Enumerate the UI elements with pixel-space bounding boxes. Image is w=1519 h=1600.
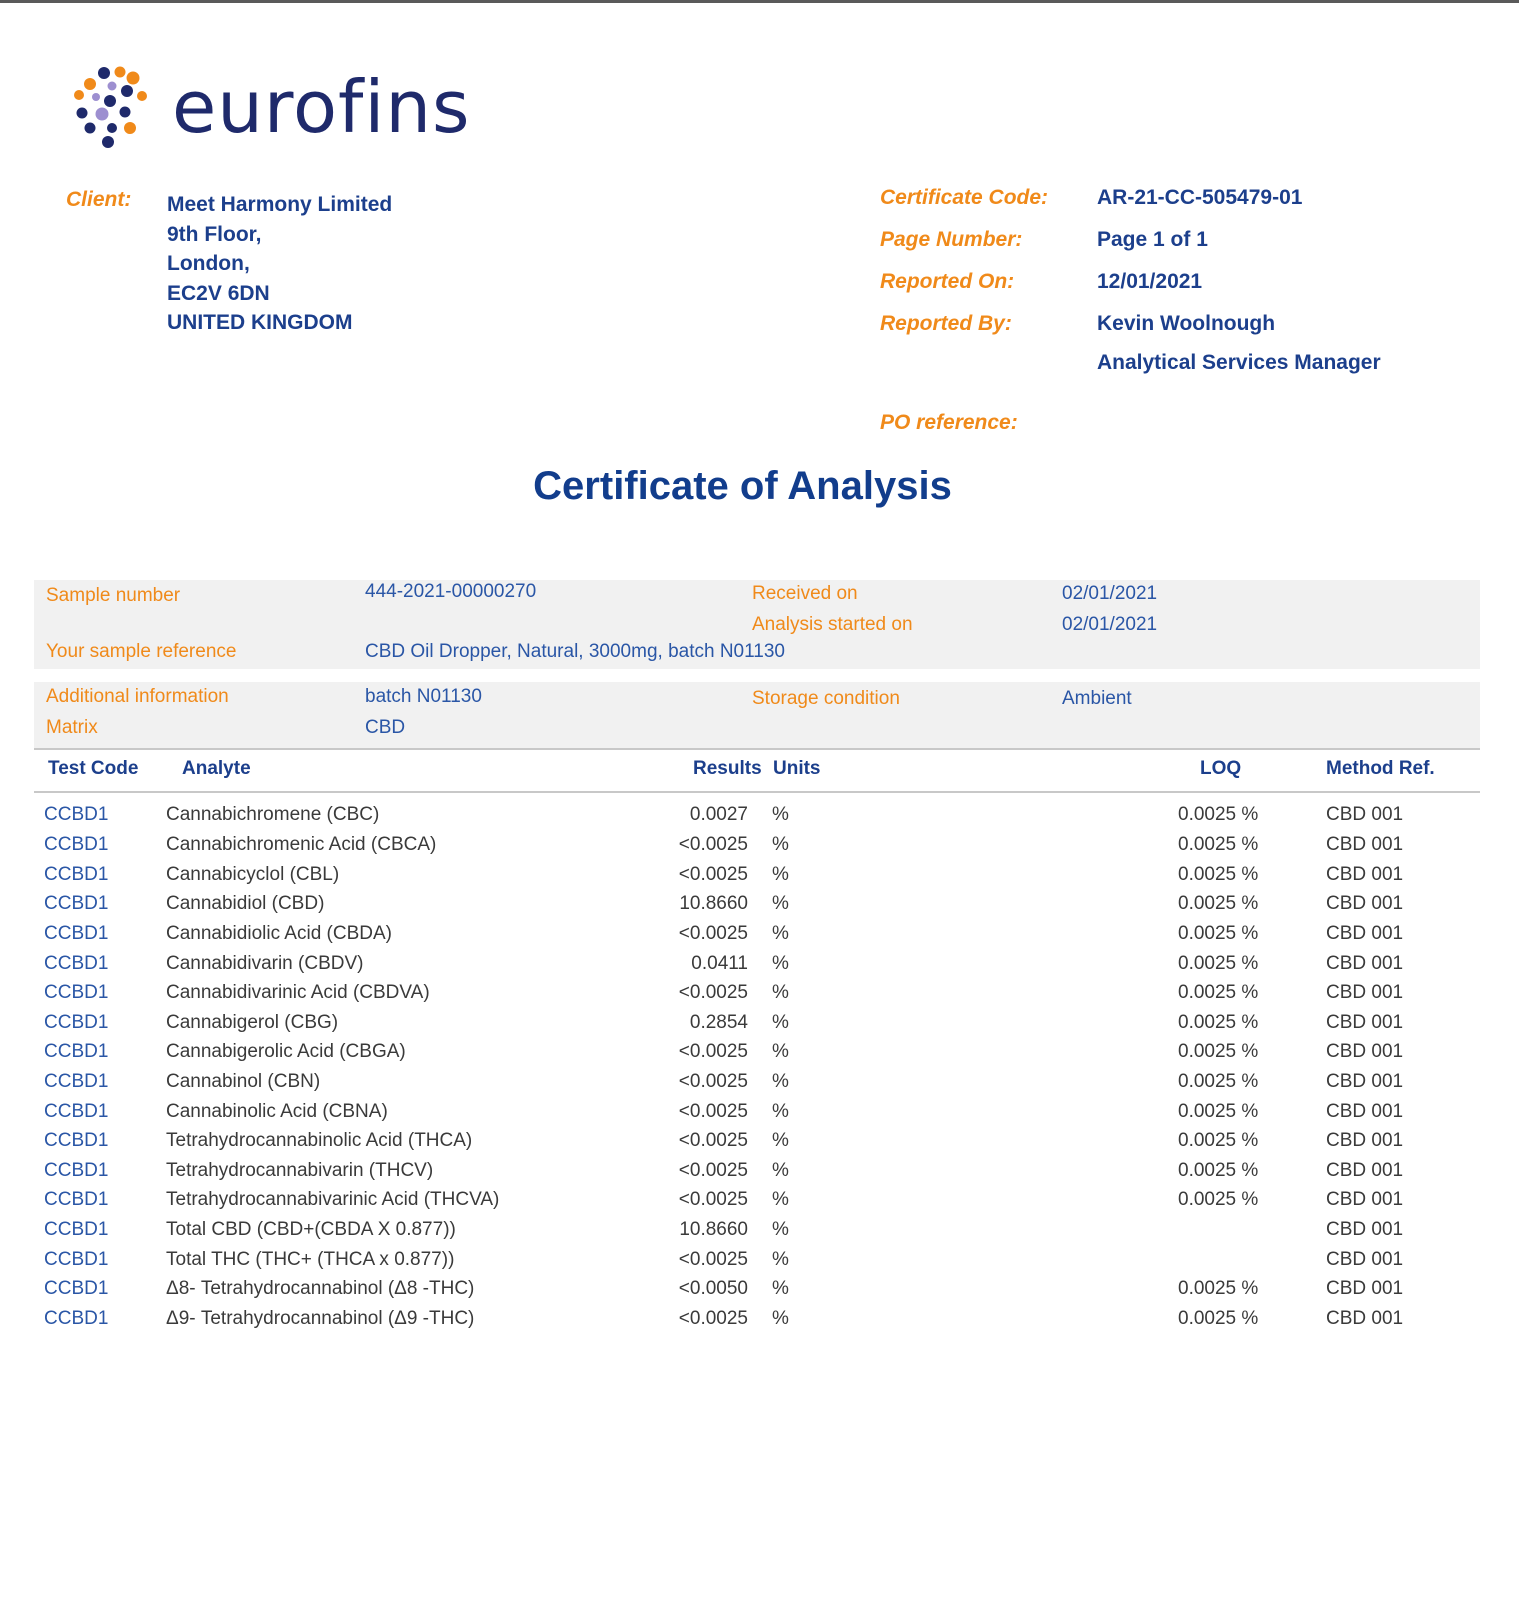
test-code: CCBD1 — [44, 893, 109, 914]
client-label: Client: — [66, 188, 132, 211]
test-code: CCBD1 — [44, 1219, 109, 1240]
analyte: Tetrahydrocannabinolic Acid (THCA) — [166, 1130, 473, 1151]
table-row — [34, 1160, 1480, 1190]
logo-wordmark: eurofins — [172, 65, 471, 149]
top-border — [0, 0, 1519, 3]
result: <0.0025 — [678, 1249, 748, 1270]
page-title: Certificate of Analysis — [533, 464, 952, 508]
unit: % — [772, 982, 789, 1003]
sample-info-box — [34, 580, 1480, 669]
unit: % — [772, 1278, 789, 1299]
result: 10.8660 — [679, 1219, 748, 1240]
method-ref: CBD 001 — [1326, 1219, 1404, 1240]
header-results: Results — [693, 758, 762, 779]
analyte: Tetrahydrocannabivarinic Acid (THCVA) — [166, 1189, 500, 1210]
unit: % — [772, 1012, 789, 1033]
client-address-line: 9th Floor, — [167, 222, 262, 246]
test-code: CCBD1 — [44, 923, 109, 944]
method-ref: CBD 001 — [1326, 1278, 1404, 1299]
analyte: Δ8- Tetrahydrocannabinol (Δ8 -THC) — [166, 1278, 475, 1299]
result: 0.2854 — [689, 1012, 748, 1033]
result: <0.0025 — [678, 864, 748, 885]
analyte: Cannabichromene (CBC) — [166, 804, 380, 825]
header-method-ref: Method Ref. — [1326, 758, 1435, 779]
table-top-rule — [34, 748, 1480, 750]
result: 0.0027 — [689, 804, 748, 825]
unit: % — [772, 1219, 789, 1240]
test-code: CCBD1 — [44, 1101, 109, 1122]
analyte: Cannabinolic Acid (CBNA) — [166, 1101, 388, 1122]
loq: 0.0025 % — [1178, 1071, 1259, 1092]
test-code: CCBD1 — [44, 1308, 109, 1329]
analyte: Cannabigerolic Acid (CBGA) — [166, 1041, 406, 1062]
test-code: CCBD1 — [44, 953, 109, 974]
po-reference-label: PO reference: — [880, 411, 1018, 434]
header-test-code: Test Code — [48, 758, 139, 779]
table-row — [34, 1130, 1480, 1160]
storage-condition-value: Ambient — [1062, 688, 1132, 709]
result: <0.0025 — [678, 1101, 748, 1122]
unit: % — [772, 1130, 789, 1151]
test-code: CCBD1 — [44, 804, 109, 825]
test-code: CCBD1 — [44, 1012, 109, 1033]
test-code: CCBD1 — [44, 1278, 109, 1299]
reported-by-name: Kevin Woolnough — [1097, 312, 1276, 335]
loq: 0.0025 % — [1178, 1012, 1259, 1033]
unit: % — [772, 953, 789, 974]
loq: 0.0025 % — [1178, 1041, 1259, 1062]
method-ref: CBD 001 — [1326, 953, 1404, 974]
unit: % — [772, 804, 789, 825]
unit: % — [772, 1189, 789, 1210]
table-row — [34, 1101, 1480, 1131]
unit: % — [772, 893, 789, 914]
header-units: Units — [773, 758, 821, 779]
table-row — [34, 1249, 1480, 1279]
unit: % — [772, 1249, 789, 1270]
loq: 0.0025 % — [1178, 893, 1259, 914]
loq: 0.0025 % — [1178, 834, 1259, 855]
unit: % — [772, 923, 789, 944]
method-ref: CBD 001 — [1326, 1160, 1404, 1181]
loq: 0.0025 % — [1178, 923, 1259, 944]
test-code: CCBD1 — [44, 864, 109, 885]
method-ref: CBD 001 — [1326, 893, 1404, 914]
unit: % — [772, 864, 789, 885]
method-ref: CBD 001 — [1326, 1249, 1404, 1270]
method-ref: CBD 001 — [1326, 1041, 1404, 1062]
analyte: Cannabidivarin (CBDV) — [166, 953, 364, 974]
result: <0.0025 — [678, 1160, 748, 1181]
table-row — [34, 1189, 1480, 1219]
header-loq: LOQ — [1200, 758, 1242, 779]
method-ref: CBD 001 — [1326, 1308, 1404, 1329]
matrix-value: CBD — [365, 717, 406, 738]
method-ref: CBD 001 — [1326, 1130, 1404, 1151]
result: <0.0025 — [678, 1308, 748, 1329]
unit: % — [772, 1041, 789, 1062]
result: <0.0025 — [678, 1189, 748, 1210]
analyte: Δ9- Tetrahydrocannabinol (Δ9 -THC) — [166, 1308, 475, 1329]
sample-number-label: Sample number — [46, 585, 181, 606]
result: <0.0025 — [678, 982, 748, 1003]
additional-info-label: Additional information — [46, 686, 229, 707]
result: <0.0025 — [678, 1041, 748, 1062]
table-row — [34, 1012, 1480, 1042]
table-row — [34, 804, 1480, 834]
test-code: CCBD1 — [44, 834, 109, 855]
result: <0.0050 — [678, 1278, 748, 1299]
reported-on-label: Reported On: — [880, 270, 1015, 293]
method-ref: CBD 001 — [1326, 1189, 1404, 1210]
table-row — [34, 834, 1480, 864]
reported-by-title: Analytical Services Manager — [1097, 351, 1381, 374]
your-sample-reference-value: CBD Oil Dropper, Natural, 3000mg, batch N01130 — [365, 641, 785, 662]
table-row — [34, 982, 1480, 1012]
result: <0.0025 — [678, 1071, 748, 1092]
additional-info-box — [34, 682, 1480, 749]
eurofins-logo — [72, 66, 471, 148]
loq: 0.0025 % — [1178, 1101, 1259, 1122]
analysis-started-label: Analysis started on — [752, 614, 913, 635]
method-ref: CBD 001 — [1326, 1101, 1404, 1122]
sample-number-value: 444-2021-00000270 — [365, 581, 537, 602]
analysis-started-value: 02/01/2021 — [1062, 614, 1158, 635]
table-row — [34, 864, 1480, 894]
analyte: Cannabichromenic Acid (CBCA) — [166, 834, 437, 855]
unit: % — [772, 1071, 789, 1092]
loq: 0.0025 % — [1178, 804, 1259, 825]
test-code: CCBD1 — [44, 982, 109, 1003]
unit: % — [772, 1160, 789, 1181]
received-on-label: Received on — [752, 583, 858, 604]
loq: 0.0025 % — [1178, 953, 1259, 974]
header-analyte: Analyte — [182, 758, 251, 779]
table-row — [34, 953, 1480, 983]
method-ref: CBD 001 — [1326, 864, 1404, 885]
table-row — [34, 893, 1480, 923]
page-number-label: Page Number: — [880, 228, 1023, 251]
unit: % — [772, 834, 789, 855]
test-code: CCBD1 — [44, 1189, 109, 1210]
result: <0.0025 — [678, 1130, 748, 1151]
analyte: Cannabidiolic Acid (CBDA) — [166, 923, 392, 944]
loq: 0.0025 % — [1178, 1130, 1259, 1151]
method-ref: CBD 001 — [1326, 804, 1404, 825]
test-code: CCBD1 — [44, 1249, 109, 1270]
reported-by-label: Reported By: — [880, 312, 1012, 335]
received-on-value: 02/01/2021 — [1062, 583, 1158, 604]
analyte: Tetrahydrocannabivarin (THCV) — [166, 1160, 434, 1181]
analyte: Cannabigerol (CBG) — [166, 1012, 339, 1033]
test-code: CCBD1 — [44, 1041, 109, 1062]
certificate-code-label: Certificate Code: — [880, 186, 1049, 209]
method-ref: CBD 001 — [1326, 1071, 1404, 1092]
result: 0.0411 — [691, 953, 748, 974]
analyte: Cannabidivarinic Acid (CBDVA) — [166, 982, 430, 1003]
test-code: CCBD1 — [44, 1071, 109, 1092]
table-row — [34, 1219, 1480, 1249]
additional-info-value: batch N01130 — [365, 686, 482, 707]
method-ref: CBD 001 — [1326, 1012, 1404, 1033]
method-ref: CBD 001 — [1326, 834, 1404, 855]
test-code: CCBD1 — [44, 1130, 109, 1151]
client-address-line: UNITED KINGDOM — [167, 311, 353, 334]
analyte: Total THC (THC+ (THCA x 0.877)) — [166, 1249, 455, 1270]
analyte: Total CBD (CBD+(CBDA X 0.877)) — [166, 1219, 456, 1240]
page-number-value: Page 1 of 1 — [1097, 228, 1208, 251]
table-row — [34, 1071, 1480, 1101]
table-row — [34, 923, 1480, 953]
analyte: Cannabinol (CBN) — [166, 1071, 321, 1092]
storage-condition-label: Storage condition — [752, 688, 900, 709]
test-code: CCBD1 — [44, 1160, 109, 1181]
method-ref: CBD 001 — [1326, 923, 1404, 944]
table-row — [34, 1278, 1480, 1308]
unit: % — [772, 1101, 789, 1122]
loq: 0.0025 % — [1178, 1189, 1259, 1210]
loq: 0.0025 % — [1178, 1278, 1259, 1299]
result: <0.0025 — [678, 923, 748, 944]
client-name: Meet Harmony Limited — [167, 193, 393, 216]
loq: 0.0025 % — [1178, 982, 1259, 1003]
client-address-line: London, — [167, 252, 250, 275]
matrix-label: Matrix — [46, 717, 98, 738]
result: 10.8660 — [679, 893, 748, 914]
analyte: Cannabidiol (CBD) — [166, 893, 325, 914]
table-row — [34, 1041, 1480, 1071]
table-header-rule — [34, 791, 1480, 793]
analyte: Cannabicyclol (CBL) — [166, 864, 340, 885]
client-address — [167, 190, 392, 338]
your-sample-reference-label: Your sample reference — [46, 641, 237, 662]
loq: 0.0025 % — [1178, 864, 1259, 885]
result: <0.0025 — [678, 834, 748, 855]
client-address-line: EC2V 6DN — [167, 281, 270, 305]
table-row — [34, 1308, 1480, 1338]
loq: 0.0025 % — [1178, 1160, 1259, 1181]
unit: % — [772, 1308, 789, 1329]
method-ref: CBD 001 — [1326, 982, 1404, 1003]
certificate-code-value: AR-21-CC-505479-01 — [1097, 186, 1303, 209]
loq: 0.0025 % — [1178, 1308, 1259, 1329]
reported-on-value: 12/01/2021 — [1097, 270, 1203, 293]
eurofins-dots-icon — [72, 66, 154, 148]
